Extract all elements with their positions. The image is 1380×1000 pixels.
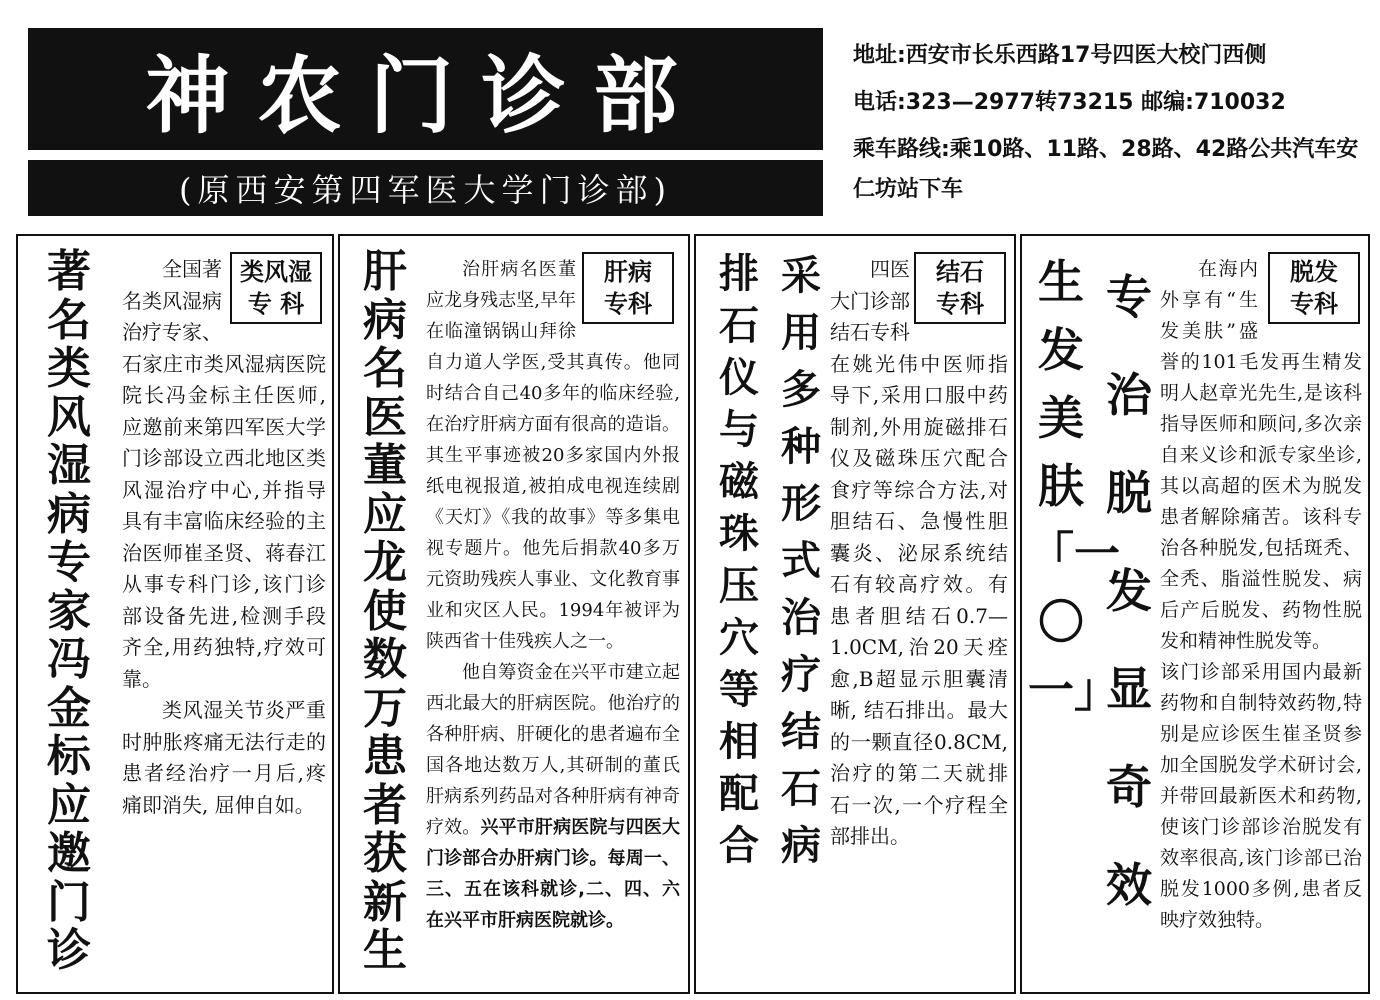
tag-line: 专科 bbox=[1290, 290, 1338, 318]
stone-section bbox=[694, 234, 1016, 994]
tag-line: 专科 bbox=[604, 290, 652, 318]
hair-loss-section bbox=[1020, 234, 1370, 994]
joint-clinic-notice: 兴平市肝病医院与四医大门诊部合办肝病门诊。每周一、三、五在该科就诊,二、四、六在兴平市肝病医院就诊。 bbox=[426, 817, 681, 931]
article-paragraph: 治肝病名医董应龙身残志坚,早年在临潼锅锅山拜徐自力道人学医,受其真传。他同时结合自己40多年的临床经验,在治疗肝病方面有很高的造诣。其生平事迹被20多家国内外报纸电视报道,被拍成电视连续剧《天灯》《我的故事》等多集电视专题片。他先后捐款40多万元资助残疾人事业、文化教育事业和灾区人民。1994年被评为陕西省十佳残疾人之一。 bbox=[426, 259, 680, 652]
article-paragraph-2 bbox=[426, 657, 680, 936]
section-headline: 著名类风湿病专家冯金标应邀门诊 bbox=[47, 246, 91, 976]
article-paragraph: 四医大门诊部结石专科在姚光伟中医师指导下,采用口服中药制剂,外用旋磁排石仪及磁珠压穴配合食疗等综合方法,对胆结石、急慢性胆囊炎、泌尿系统结石有较高疗效。有患者胆结石0.7—1.0CM,治20天痊愈,B超显示胆囊清晰, 结石排出。最大的一颗直径0.8CM, 治疗的第二天就排石一次,一个疗程全部排出。 bbox=[830, 257, 1008, 848]
article-paragraph: 在海内外享有“生发美肤”盛誉的101毛发再生精发明人赵章光先生,是该科指导医师和顾问,多次亲自来义诊和派专家坐诊,其以高超的医术为脱发患者解除痛苦。该科专治各种脱发,包括斑秃、全秃、脂溢性脱发、病后产后脱发、药物性脱发和精神性脱发等。 bbox=[1160, 258, 1362, 652]
tag-line: 脱发 bbox=[1290, 258, 1338, 286]
clinic-title: 神农门诊部 bbox=[28, 28, 823, 150]
section-headline: 排石仪与磁珠压穴等相配合 bbox=[719, 251, 759, 869]
article-paragraph: 该门诊部采用国内最新药物和自制特效药物,特别是应诊医生崔圣贤参加全国脱发学术研讨会,并带回最新医术和药物,使该门诊部诊治脱发有效率很高,该门诊部已治脱发1000多例,患者反映疗效独特。 bbox=[1160, 661, 1362, 931]
tag-line: 专科 bbox=[936, 290, 984, 318]
bus-route-line: 乘车路线:乘10路、11路、28路、42路公共汽车安 bbox=[853, 137, 1359, 162]
article-body bbox=[830, 254, 1008, 853]
address-line: 地址:西安市长乐西路17号四医大校门西侧 bbox=[853, 43, 1267, 68]
section-headline: 专治脱发显奇效 bbox=[1106, 270, 1152, 912]
section-headline: 肝病名医董应龙使数万患者获新生 bbox=[363, 246, 407, 976]
contact-info bbox=[853, 32, 1363, 207]
paragraph-text: 他自筹资金在兴平市建立起西北最大的肝病医院。他治疗的各种肝病、肝硬化的患者遍布全国各地达数万人,其研制的董氏肝病系列药品对各种肝病有神奇疗效。 bbox=[426, 662, 680, 838]
article-body bbox=[122, 254, 326, 821]
section-headline: 采用多种形式治疗结石病 bbox=[781, 253, 821, 869]
bus-route-line-cont: 仁坊站下车 bbox=[853, 177, 964, 202]
article-body bbox=[426, 254, 680, 936]
rheumatism-section bbox=[16, 234, 334, 994]
clinic-subtitle: (原西安第四军医大学门诊部) bbox=[28, 160, 823, 216]
tag-line: 类风湿 bbox=[240, 258, 312, 286]
tag-line: 结石 bbox=[936, 258, 984, 286]
liver-section bbox=[338, 234, 690, 994]
article-paragraph: 类风湿关节炎严重时肿胀疼痛无法行走的患者经治疗一月后,疼痛即消失, 屈伸自如。 bbox=[122, 698, 326, 817]
tag-line: 肝病 bbox=[604, 258, 652, 286]
phone-line: 电话:323—2977转73215 邮编:710032 bbox=[853, 90, 1286, 115]
article-body bbox=[1160, 254, 1362, 936]
article-paragraph: 全国著名类风湿病治疗专家、石家庄市类风湿病医院院长冯金标主任医师,应邀前来第四军医大学门诊部设立西北地区类风湿治疗中心,并指导具有丰富临床经验的主治医师崔圣贤、蒋春江从事专科门诊,该门诊部设备先进,检测手段齐全,用药独特,疗效可靠。 bbox=[122, 257, 326, 691]
section-headline: 生发美肤「一〇一」 bbox=[1028, 255, 1120, 717]
tag-line: 专 科 bbox=[247, 290, 305, 318]
